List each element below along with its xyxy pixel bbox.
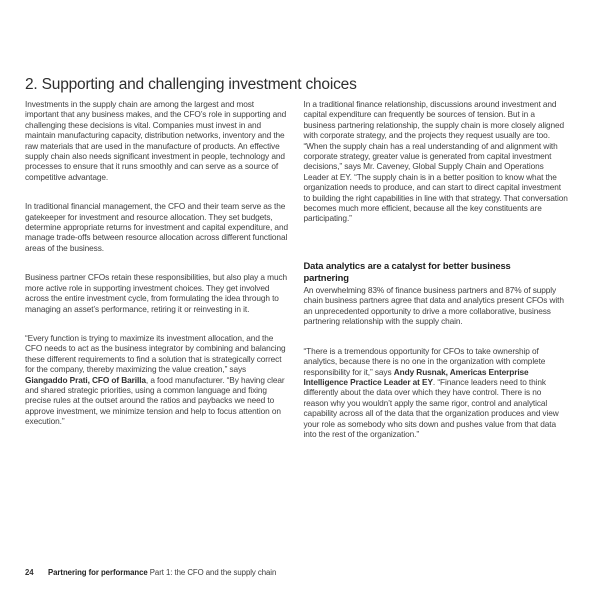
two-column-body xyxy=(25,99,568,458)
column-right xyxy=(304,99,569,458)
page-title: 2. Supporting and challenging investment choices xyxy=(25,76,357,94)
paragraph-caveney-quote xyxy=(304,99,569,224)
paragraph-text: In a traditional finance relationship, discussions around investment and capital expenditure can frequently be sources of tension. But in a business partnering relationship, the supply chain is more closely aligned with corporate strategy, and the projects they request usually are too. “When the supply chain has a real understanding of and alignment with corporate strategy, greater value is generated from capital investment decisions,” says Mr. Caveney, Global Supply Chain and Operations Leader at EY. “The supply chain is in a better position to know what the organization needs to produce, and can start to direct capital investment to building the right capabilities in line with that strategy. That conversation becomes much more efficient, because all the key constituents are participating.” xyxy=(303,99,568,224)
page-number: 24 xyxy=(25,568,34,577)
quoted-person-name: Giangaddo Prati, CFO of Barilla xyxy=(25,374,146,385)
paragraph-text: Investments in the supply chain are among the largest and most important that any business makes, and the CFO’s role in supporting and challenging these decisions is vital. Companies must invest in and maintain manufacturing capacity, distribution networks, inventory and the raw materials that are used in the manufacture of products. An effective supply chain also needs significant investment in people, technology and processes to ensure that it runs smoothly and can serve as a source of competitive advantage. xyxy=(25,99,287,182)
paragraph-prati-quote xyxy=(25,333,290,427)
paragraph-text: An overwhelming 83% of finance business partners and 87% of supply chain business partners agree that data and analytics present CFOs with an unprecedented opportunity to drive a more collaborative, business partnering relationship with the supply chain. xyxy=(303,285,564,327)
paragraph-rusnak-quote xyxy=(304,346,569,440)
paragraph-business-partner-cfos xyxy=(25,272,290,314)
paragraph-survey-stats xyxy=(304,285,569,327)
paragraph-text: Business partner CFOs retain these responsibilities, but also play a much more active role in supporting investment choices. They get involved across the entire investment cycle, from formulating the idea through to managing an asset’s performance, retiring it or reinvesting in it. xyxy=(25,272,288,314)
quote-text: “There is a tremendous opportunity for CFOs to take ownership of analytics, because there is no one in the organization with complete responsibility for it,” says xyxy=(303,345,546,377)
paragraph-investments xyxy=(25,99,290,182)
footer-report-title: Partnering for performance xyxy=(48,568,148,577)
footer-report-subtitle: Part 1: the CFO and the supply chain xyxy=(149,568,277,577)
section-heading-data-analytics: Data analytics are a catalyst for better business partnering xyxy=(303,259,511,284)
quote-text: “Every function is trying to maximize its investment allocation, and the CFO needs to act as the business integrator by combining and balancing these different requirements to find a solution that is strategically correct for the company, thereby maximizing the value creation,” says xyxy=(25,332,286,375)
column-left xyxy=(25,99,290,458)
paragraph-traditional-management xyxy=(25,201,290,253)
quote-text: , a food manufacturer. “By having clear and shared strategic priorities, using a common language and fixing precise rules at the outset around the ratios and paybacks we need to approve investment, we minimize tension and help to focus attention on execution.” xyxy=(25,374,285,427)
quoted-person-name: Andy Rusnak, Americas Enterprise Intelligence Practice Leader at EY xyxy=(303,366,529,387)
quote-text: . “Finance leaders need to think differently about the data over which they have control. There is no reason why you wouldn’t apply the same rigor, control and analytical capability across all of the data that the organization produces and view your role as somebody who sits down and pushes value from that data into the rest of the organization.” xyxy=(303,376,559,439)
page-footer xyxy=(25,568,276,577)
paragraph-text: In traditional financial management, the CFO and their team serve as the gatekeeper for investment and resource allocation. They set budgets, determine appropriate returns for investment and capital expenditure, and manage trade-offs between resource allocation across different functional areas of the business. xyxy=(25,201,288,253)
